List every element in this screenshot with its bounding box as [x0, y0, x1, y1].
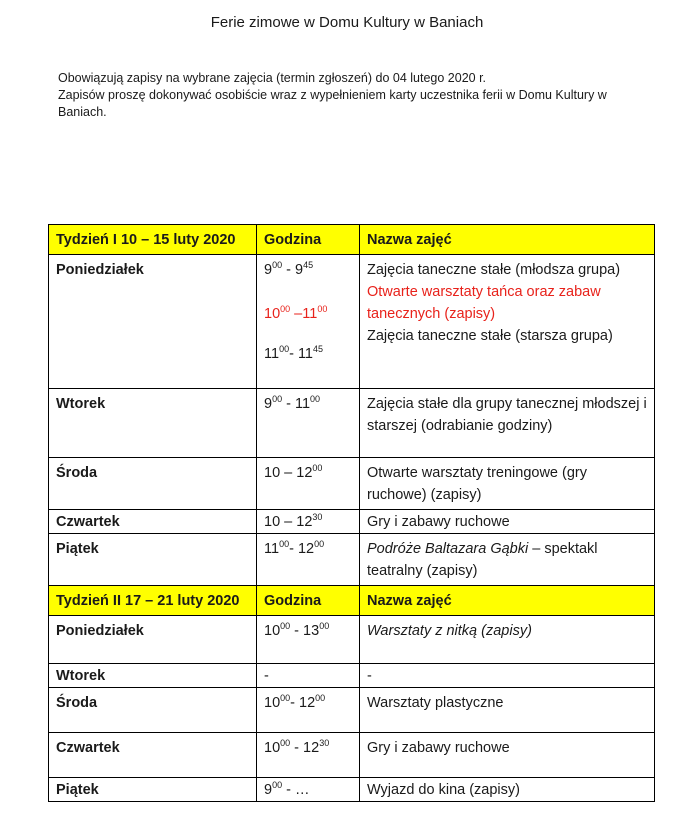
table-row	[49, 389, 655, 458]
activity-cell: Warsztaty plastyczne	[360, 688, 655, 733]
activity-cell: Wyjazd do kina (zapisy)	[360, 778, 655, 802]
week2-header-row	[49, 586, 655, 616]
week2-activity-header: Nazwa zajęć	[360, 586, 655, 616]
day-cell: Czwartek	[49, 733, 257, 778]
day-cell: Środa	[49, 458, 257, 510]
play-title: Podróże Baltazara Gąbki	[367, 541, 529, 557]
time-cell: $9^{00} - 11^{00}$	[257, 389, 360, 458]
activity-cell: Gry i zabawy ruchowe	[360, 510, 655, 534]
activity-text: Otwarte warsztaty tańca oraz zabaw tanecznych (zapisy)	[367, 284, 601, 322]
day-cell: Środa	[49, 688, 257, 733]
table-row	[49, 458, 655, 510]
activity-cell: Podróże Baltazara Gąbki – spektakl teatralny (zapisy)	[360, 534, 655, 586]
activity-cell	[360, 255, 655, 389]
table-row	[49, 616, 655, 664]
week1-title: Tydzień I 10 – 15 luty 2020	[49, 225, 257, 255]
week1-header-row	[49, 225, 655, 255]
activity-cell: Zajęcia stałe dla grupy tanecznej młodszej i starszej (odrabianie godziny)	[360, 389, 655, 458]
intro-line-1: Obowiązują zapisy na wybrane zajęcia (termin zgłoszeń) do 04 lutego 2020 r.	[58, 71, 487, 85]
activity-text: Zajęcia taneczne stałe (starsza grupa)	[367, 328, 613, 344]
time-cell	[257, 255, 360, 389]
activity-cell: Otwarte warsztaty treningowe (gry ruchowe) (zapisy)	[360, 458, 655, 510]
time-cell: $10^{00} - 12^{30}$	[257, 733, 360, 778]
intro-line-2: Zapisów proszę dokonywać osobiście wraz z wypełnieniem karty uczestnika ferii w Domu Kultury w Baniach.	[58, 88, 607, 119]
activity-cell: -	[360, 664, 655, 688]
day-cell: Wtorek	[49, 664, 257, 688]
day-cell: Piątek	[49, 778, 257, 802]
table-row	[49, 733, 655, 778]
document-title: Ferie zimowe w Domu Kultury w Baniach	[210, 14, 484, 31]
time-cell: $10 - 12^{00}$	[257, 458, 360, 510]
table-row	[49, 510, 655, 534]
table-row	[49, 664, 655, 688]
time-cell: $9^{00}$ - …	[257, 778, 360, 802]
day-cell: Wtorek	[49, 389, 257, 458]
activity-cell: Gry i zabawy ruchowe	[360, 733, 655, 778]
time-cell: $10^{00}-$ $12^{00}$	[257, 688, 360, 733]
time-cell: $11^{00}-$ $12^{00}$	[257, 534, 360, 586]
time-cell: -	[257, 664, 360, 688]
time-cell: $10 - 12^{30}$	[257, 510, 360, 534]
day-cell: Poniedziałek	[49, 616, 257, 664]
week1-hour-header: Godzina	[257, 225, 360, 255]
day-cell: Poniedziałek	[49, 255, 257, 389]
table-row	[49, 688, 655, 733]
table-row	[49, 534, 655, 586]
time-slot: $11^{00}-$ $11^{45}$	[264, 344, 324, 362]
week2-title: Tydzień II 17 – 21 luty 2020	[49, 586, 257, 616]
time-slot: $9^{00} - 9^{45}$	[264, 260, 314, 278]
week2-hour-header: Godzina	[257, 586, 360, 616]
intro-text	[58, 70, 648, 121]
day-cell: Piątek	[49, 534, 257, 586]
activity-cell: Warsztaty z nitką (zapisy)	[360, 616, 655, 664]
schedule-table	[48, 224, 655, 802]
time-cell: $10^{00} - 13^{00}$	[257, 616, 360, 664]
table-row	[49, 778, 655, 802]
day-cell: Czwartek	[49, 510, 257, 534]
week1-activity-header: Nazwa zajęć	[360, 225, 655, 255]
activity-text: Zajęcia taneczne stałe (młodsza grupa)	[367, 262, 621, 278]
time-slot: $10^{00}$ $-11^{00}$	[264, 304, 328, 322]
table-row	[49, 255, 655, 389]
